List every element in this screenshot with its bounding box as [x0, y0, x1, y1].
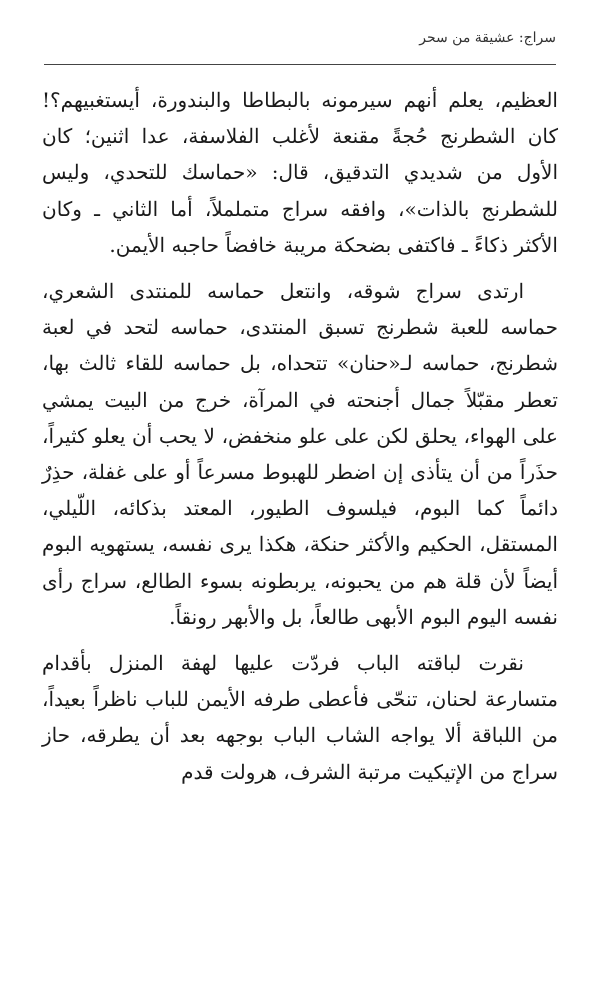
- body-text: [42, 82, 558, 800]
- header-rule: [44, 64, 556, 65]
- paragraph-3: نقرت لباقته الباب فردّت عليها لهفة المنزل بأقدام متسارعة لحنان، تنحّى فأعطى طرفه الأيمن للباب ناظراً بعيداً، من اللباقة ألا يواجه الشاب الباب بوجهه بعد أن يطرقه، حاز سراج من الإتيكيت مرتبة الشرف، هرولت قدم: [42, 651, 558, 784]
- paragraph-1: العظيم، يعلم أنهم سيرمونه بالبطاطا والبندورة، أيستغبيهم؟! كان الشطرنج حُجةً مقنعة لأغلب الفلاسفة، عدا اثنين؛ كان الأول من شديدي التدقيق، قال: «حماسك للتحدي، وليس للشطرنج بالذات»، وافقه سراج متململاً، أما الثاني ـ وكان الأكثر ذكاءً ـ فاكتفى بضحكة مريبة خافضاً حاجبه الأيمن.: [42, 88, 558, 257]
- paragraph-2: ارتدى سراج شوقه، وانتعل حماسه للمنتدى الشعري، حماسه للعبة شطرنج تسبق المنتدى، حماسه لتحد في لعبة شطرنج، حماسه لـ«حنان» تتحداه، بل حماسه للقاء ثالث بها، تعطر مقبّلاً جمال أجنحته في المرآة، خرج من البيت يمشي على الهواء، يحلق لكن على علو منخفض، لا يحب أن يعلو كثيراً، حذَراً من أن يتأذى إن اضطر للهبوط مسرعاً أو على غفلة، حذِرٌ دائماً كما البوم، فيلسوف الطيور، المعتد بذكائه، اللّيلي، المستقل، الحكيم والأكثر حنكة، هكذا يرى نفسه، يستهويه البوم أيضاً لأن قلة هم من يحبونه، يربطونه بسوء الطالع، سراج رأى نفسه اليوم البوم الأبهى طالعاً، بل والأبهر رونقاً.: [42, 279, 558, 629]
- running-title: سراج: عشيقة من سحر: [419, 30, 556, 46]
